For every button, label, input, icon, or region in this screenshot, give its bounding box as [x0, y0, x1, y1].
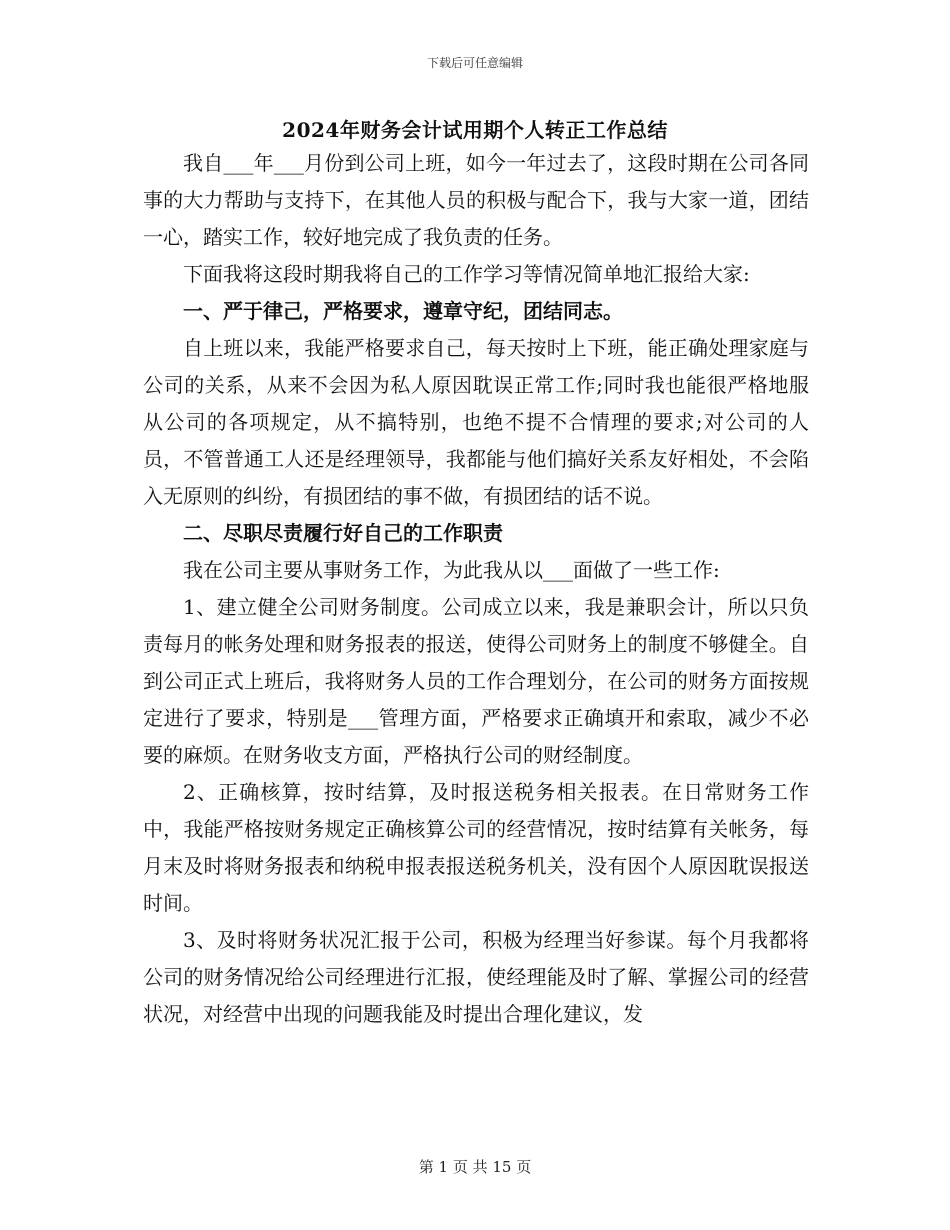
page-indicator: 第 1 页 共 15 页 [418, 1158, 532, 1176]
paragraph-report-lead: 下面我将这段时期我将自己的工作学习等情况简单地汇报给大家: [183, 262, 750, 286]
paragraph-item-3: 3、及时将财务状况汇报于公司，积极为经理当好参谋。每个月我都将公司的财务情况给公司经理进行汇报，使经理能及时了解、掌握公司的经营状况，对经营中出现的问题我能及时提出合理化建议，发 [143, 928, 809, 1026]
paragraph-discipline: 自上班以来，我能严格要求自己，每天按时上下班，能正确处理家庭与公司的关系，从来不会因为私人原因耽误正常工作;同时我也能很严格地服从公司的各项规定，从不搞特别，也绝不提不合情理的要求;对公司的人员，不管普通工人还是经理领导，我都能与他们搞好关系友好相处，不会陷入无原则的纠纷，有损团结的事不做，有损团结的话不说。 [143, 336, 809, 508]
header-note: 下载后可任意编辑 [426, 56, 523, 70]
paragraph-intro: 我自___年___月份到公司上班，如今一年过去了，这段时期在公司各同事的大力帮助与支持下，在其他人员的积极与配合下，我与大家一道，团结一心，踏实工作，较好地完成了我负责的任务。 [143, 151, 809, 249]
paragraph-item-1: 1、建立健全公司财务制度。公司成立以来，我是兼职会计，所以只负责每月的帐务处理和财务报表的报送，使得公司财务上的制度不够健全。自到公司正式上班后，我将财务人员的工作合理划分，在公司的财务方面按规定进行了要求，特别是___管理方面，严格要求正确填开和索取，减少不必要的麻烦。在财务收支方面，严格执行公司的财经制度。 [143, 595, 809, 767]
section-heading-1: 一、严于律己，严格要求，遵章守纪，团结同志。 [183, 299, 623, 323]
paragraph-item-2: 2、正确核算，按时结算，及时报送税务相关报表。在日常财务工作中，我能严格按财务规定正确核算公司的经营情况，按时结算有关帐务，每月末及时将财务报表和纳税申报表报送税务机关，没有因个人原因耽误报送时间。 [143, 780, 809, 915]
section-heading-2: 二、尽职尽责履行好自己的工作职责 [183, 521, 503, 545]
document-title: 2024年财务会计试用期个人转正工作总结 [282, 118, 668, 142]
document-body [143, 145, 809, 1033]
paragraph-duties-lead: 我在公司主要从事财务工作，为此我从以___面做了一些工作: [183, 558, 720, 582]
